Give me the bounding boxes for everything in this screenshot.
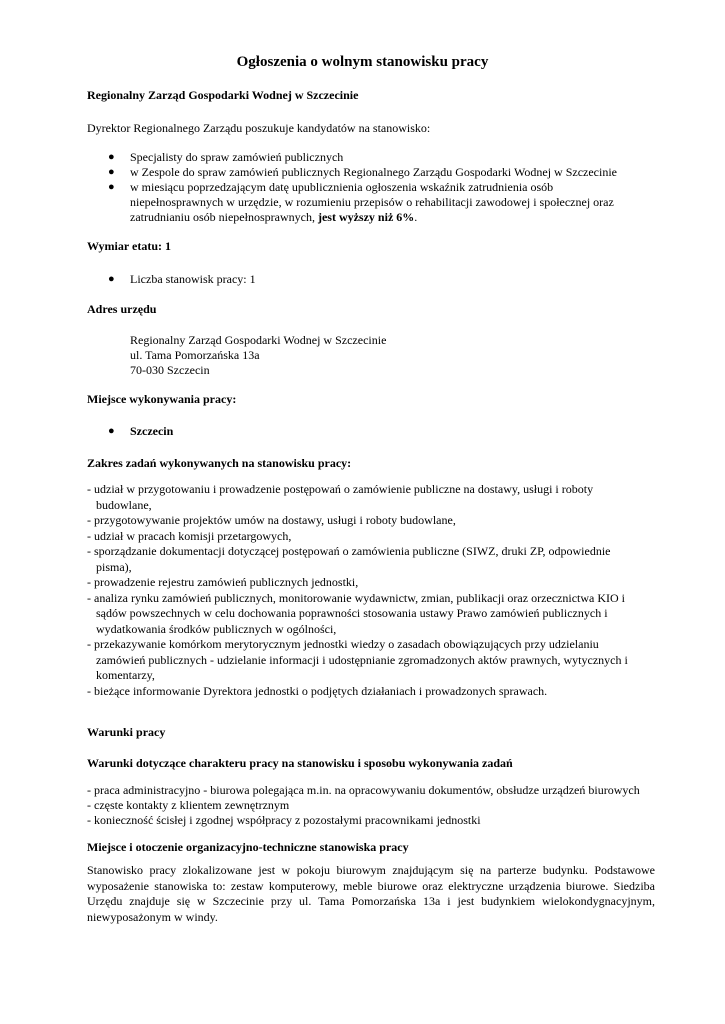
- address-line: ul. Tama Pomorzańska 13a: [130, 348, 260, 362]
- list-item: ● w miesiącu poprzedzającym datę upublicznienia ogłoszenia wskaźnik zatrudnienia osób niepełnosprawnych w urzędzie, w rozumieniu przepisów o rehabilitacji zawodowej i społecznej oraz zatrudnianiu osób niepełnosprawnych, jest wyższy niż 6%.: [108, 180, 614, 224]
- list-item: - częste kontakty z klientem zewnętrznym: [87, 798, 290, 812]
- bullet-icon: ●: [108, 273, 115, 285]
- list-item: - przygotowywanie projektów umów na dostawy, usługi i roboty budowlane,: [87, 513, 456, 527]
- list-item: - bieżące informowanie Dyrektora jednostki o podjętych działaniach i prowadzonych sprawach.: [87, 683, 548, 698]
- zakres-heading: Zakres zadań wykonywanych na stanowisku pracy:: [87, 456, 352, 470]
- wymiar-heading: Wymiar etatu: 1: [87, 239, 171, 253]
- warunki-list: [87, 783, 640, 828]
- list-item: ● Liczba stanowisk pracy: 1: [108, 272, 256, 286]
- list-item: ● Specjalisty do spraw zamówień publicznych: [108, 150, 344, 164]
- address-line: 70-030 Szczecin: [130, 363, 210, 377]
- bullet-icon: ●: [108, 166, 115, 178]
- warunki-subheading: Warunki dotyczące charakteru pracy na stanowisku i sposobu wykonywania zadań: [87, 756, 513, 770]
- list-item: - analiza rynku zamówień publicznych, monitorowanie wydawnictw, zmian, publikacji oraz orzecznictwa KIO i sądów powszechnych w celu dochowania poprawności stosowania ustawy Prawo zamówień publicznych i wydatkowania środków publicznych w ogólności,: [87, 590, 626, 636]
- list-item: - konieczność ścisłej i zgodnej współpracy z pozostałymi pracownikami jednostki: [87, 813, 481, 827]
- miejsce-heading: Miejsce wykonywania pracy:: [87, 392, 237, 406]
- otoczenie-heading: Miejsce i otoczenie organizacyjno-techniczne stanowiska pracy: [87, 840, 409, 854]
- zakres-list: [87, 482, 628, 699]
- list-item: - praca administracyjno - biurowa polegająca m.in. na opracowywaniu dokumentów, obsłudze urządzeń biurowych: [87, 783, 640, 797]
- list-item: - przekazywanie komórkom merytorycznym jednostki wiedzy o zasadach obowiązujących przy udzielaniu zamówień publicznych - udzielanie informacji i udostępnianie zgromadzonych aktów prawnych, wytycznych i komentarzy,: [87, 637, 628, 682]
- intro-text: Dyrektor Regionalnego Zarządu poszukuje kandydatów na stanowisko:: [87, 121, 431, 135]
- list-item: - udział w pracach komisji przetargowych,: [87, 528, 292, 543]
- wymiar-bullet-list: [108, 272, 256, 287]
- position-bullet-list: [108, 150, 617, 225]
- list-item: - sporządzanie dokumentacji dotyczącej postępowań o zamówienia publiczne (SIWZ, druki ZP, odpowiednie pisma),: [87, 544, 611, 574]
- warunki-heading: Warunki pracy: [87, 725, 166, 739]
- bullet-icon: ●: [108, 425, 115, 437]
- office-address: [130, 333, 386, 378]
- bullet-icon: ●: [108, 151, 115, 163]
- address-line: Regionalny Zarząd Gospodarki Wodnej w Szczecinie: [130, 333, 387, 347]
- list-item: ● Szczecin: [108, 424, 174, 438]
- bullet-icon: ●: [108, 181, 115, 193]
- otoczenie-paragraph: Stanowisko pracy zlokalizowane jest w pokoju biurowym znajdującym się na parterze budynku. Podstawowe wyposażenie stanowiska to: zestaw komputerowy, meble biurowe oraz elektryczne urządzenia biurowe. Siedziba Urzędu znajduje się w Szczecinie przy ul. Tama Pomorzańska 13a i jest budynkiem wielokondygnacyjnym, niewyposażonym w windy.: [87, 863, 655, 924]
- employer-heading: Regionalny Zarząd Gospodarki Wodnej w Szczecinie: [87, 88, 359, 102]
- page-title: Ogłoszenia o wolnym stanowisku pracy: [236, 54, 489, 70]
- adres-heading: Adres urzędu: [87, 302, 157, 316]
- list-item: ● w Zespole do spraw zamówień publicznych Regionalnego Zarządu Gospodarki Wodnej w Szczecinie: [108, 165, 617, 179]
- list-item: - prowadzenie rejestru zamówień publicznych jednostki,: [87, 575, 359, 589]
- quota-highlight: jest wyższy niż 6%: [317, 210, 415, 224]
- list-item: - udział w przygotowaniu i prowadzenie postępowań o zamówienie publiczne na dostawy, usługi i roboty budowlane,: [87, 482, 594, 512]
- miejsce-bullet-list: [108, 424, 173, 439]
